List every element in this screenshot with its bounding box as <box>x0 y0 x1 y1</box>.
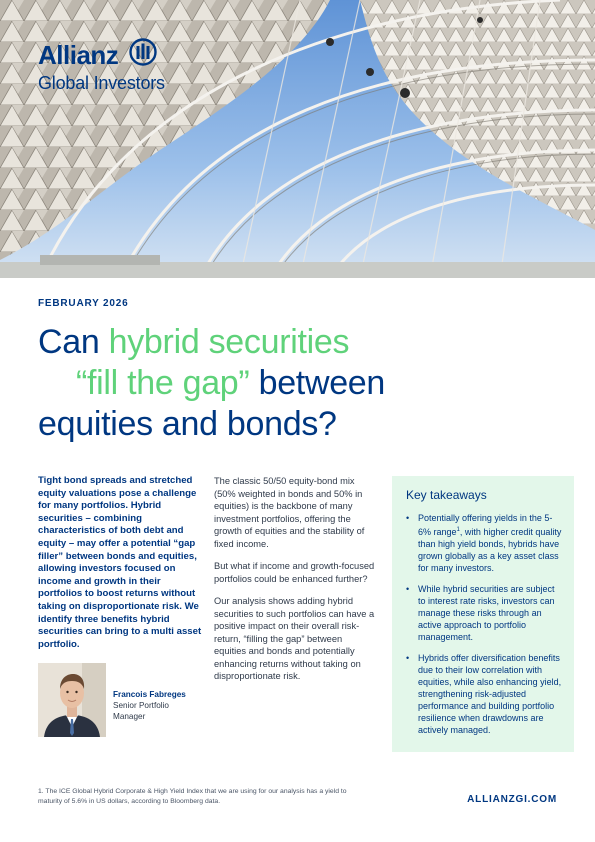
key-takeaways-list <box>406 512 562 736</box>
bullet-icon: • <box>406 584 410 594</box>
website-link[interactable]: ALLIANZGI.COM <box>467 794 557 805</box>
takeaway-text: Hybrids offer diversification benefits due to their low correlation with equities, while also enhancing yield, strengthening risk-adjusted performance and building portfolio resilience when drawdowns are actively managed. <box>418 653 562 735</box>
list-item <box>406 512 562 574</box>
title-part-1: Can <box>38 323 109 361</box>
author-portrait <box>38 663 106 737</box>
body-paragraph: Our analysis shows adding hybrid securities to such portfolios can have a positive impact on their overall risk-return, “filling the gap” between equities and bonds and potentially enhancing returns without taking on disproportionate risk. <box>214 596 375 681</box>
footnote-ref[interactable]: 1 <box>456 527 460 533</box>
title-part-3: equities and bonds? <box>38 405 337 443</box>
author-block <box>113 689 186 722</box>
title-highlight-2: “fill the gap” <box>76 364 250 402</box>
body-paragraph: But what if income and growth-focused portfolios could be enhanced further? <box>214 561 375 584</box>
author-role: Senior Portfolio Manager <box>113 701 169 721</box>
takeaway-text: , with higher credit quality than high yield bonds, hybrids have grown globally as a key asset class for many investors. <box>418 527 562 573</box>
allianz-eagle-icon <box>129 38 157 71</box>
takeaway-text: While hybrid securities are subject to interest rate risks, investors can manage these risks through an active approach to portfolio management. <box>418 584 555 642</box>
publication-date: FEBRUARY 2026 <box>38 298 129 309</box>
title-highlight-1: hybrid securities <box>108 323 350 361</box>
key-takeaways-box <box>392 476 574 752</box>
lead-paragraph: Tight bond spreads and stretched equity valuations pose a challenge for many portfolios. Hybrid securities – combining characteristics of both debt and equity – may offer a potential “gap filler” between bonds and equities, allowing investors focused on income and growth in their portfolios to boost returns without taking on disproportionate risk. We identify three benefits hybrid securities can bring to a multi asset portfolio. <box>38 475 202 650</box>
list-item <box>406 583 562 643</box>
title-part-2: between <box>249 364 386 402</box>
brand-logo <box>38 38 165 93</box>
key-takeaways-title: Key takeaways <box>406 488 487 502</box>
footnote: 1. The ICE Global Hybrid Corporate & High Yield Index that we are using for our analysis has a yield to maturity of 5.6% in US dollars, according to Bloomberg data. <box>38 788 347 805</box>
takeaway-text: Potentially offering yields in the 5-6% range <box>418 513 553 537</box>
body-column <box>214 475 376 693</box>
bullet-icon: • <box>406 653 410 663</box>
page-title <box>38 322 558 445</box>
list-item <box>406 652 562 736</box>
brand-subtitle: Global Investors <box>38 73 165 93</box>
brand-name: Allianz <box>38 39 119 70</box>
bullet-icon: • <box>406 513 410 523</box>
body-paragraph: The classic 50/50 equity-bond mix (50% weighted in bonds and 50% in equities) is the backbone of many investment portfolios, offering the growth of equities and the stability of fixed income. <box>214 476 365 549</box>
author-name: Francois Fabreges <box>113 690 186 699</box>
